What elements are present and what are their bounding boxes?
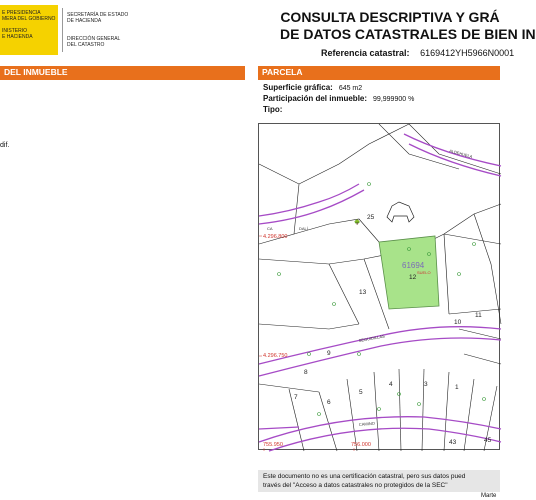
disclaimer-line2: través del "Acceso a datos catastrales no protegidos de la SEC" xyxy=(263,482,448,489)
svg-text:🌳: 🌳 xyxy=(354,220,361,226)
parcela-section-rule xyxy=(258,79,500,80)
participacion-value: 99,999900 % xyxy=(373,96,415,103)
coord-y-lower: 4.296.750 xyxy=(263,353,288,359)
cadastral-reference xyxy=(321,48,514,58)
label-5: 5 xyxy=(359,389,363,396)
superficie-value: 645 m2 xyxy=(338,85,363,92)
ref-label: Referencia catastral: xyxy=(321,48,410,58)
label-ca: CA xyxy=(267,226,273,231)
label-13: 13 xyxy=(359,289,367,296)
inmueble-fragment: dif. xyxy=(0,142,10,149)
parcel-small: SUELO xyxy=(417,270,431,275)
label-1: 1 xyxy=(455,384,459,391)
inmueble-section-rule xyxy=(0,79,245,80)
label-dali: DALÍ xyxy=(299,226,308,231)
label-10: 10 xyxy=(454,319,462,326)
disclaimer-notice xyxy=(258,470,500,492)
tipo-label: Tipo: xyxy=(263,105,283,114)
road-aldehuela: ALDEHUELA xyxy=(448,148,474,160)
parcela-section-header xyxy=(258,66,500,79)
label-6: 6 xyxy=(327,399,331,406)
label-25: 25 xyxy=(367,214,375,221)
road-seguidillas: SEGUIDILLAS xyxy=(358,333,386,343)
ref-value: 6169412YH5966N0001 xyxy=(420,48,515,58)
label-7: 7 xyxy=(294,394,298,401)
superficie-row xyxy=(263,83,362,94)
participacion-label: Participación del inmueble: xyxy=(263,94,368,103)
label-43: 43 xyxy=(449,439,457,446)
label-11: 11 xyxy=(475,312,482,319)
tipo-row xyxy=(263,105,282,115)
label-45: 45 xyxy=(484,437,492,444)
footer-date: Marte xyxy=(481,493,497,499)
label-9: 9 xyxy=(327,350,331,357)
ministry-name: E PRESIDENCIA MERA DEL GOBIERNO INISTERIO E HACIENDA xyxy=(2,10,56,40)
directorate-name: DIRECCIÓN GENERAL DEL CATASTRO xyxy=(67,36,121,48)
secretariat-name: SECRETARÍA DE ESTADO DE HACIENDA xyxy=(67,12,129,24)
parcela-section-label: PARCELA xyxy=(262,67,303,77)
inmueble-section-header xyxy=(0,66,245,79)
coord-x-left: 755.950 xyxy=(263,442,283,448)
coord-x-right: 756.000 xyxy=(351,442,371,448)
road-camino: CAMINO xyxy=(358,420,376,427)
label-8: 8 xyxy=(304,369,308,376)
cadastral-map[interactable] xyxy=(258,123,500,450)
page-title-line2: DE DATOS CATASTRALES DE BIEN IN xyxy=(280,26,536,42)
parcel-number: 61694 xyxy=(402,261,425,270)
parcel-sub: 12 xyxy=(409,274,417,281)
map-drawing xyxy=(259,124,501,451)
superficie-label: Superficie gráfica: xyxy=(263,83,333,92)
logo-divider xyxy=(62,8,63,52)
page-title-line1: CONSULTA DESCRIPTIVA Y GRÁ xyxy=(280,9,500,25)
participacion-row xyxy=(263,94,414,105)
inmueble-section-label: DEL INMUEBLE xyxy=(4,67,68,77)
coord-y-upper: 4.296.800 xyxy=(263,234,288,240)
disclaimer-line1: Este documento no es una certificación catastral, pero sus datos pued xyxy=(263,473,466,480)
label-3: 3 xyxy=(424,381,428,388)
label-4: 4 xyxy=(389,381,393,388)
